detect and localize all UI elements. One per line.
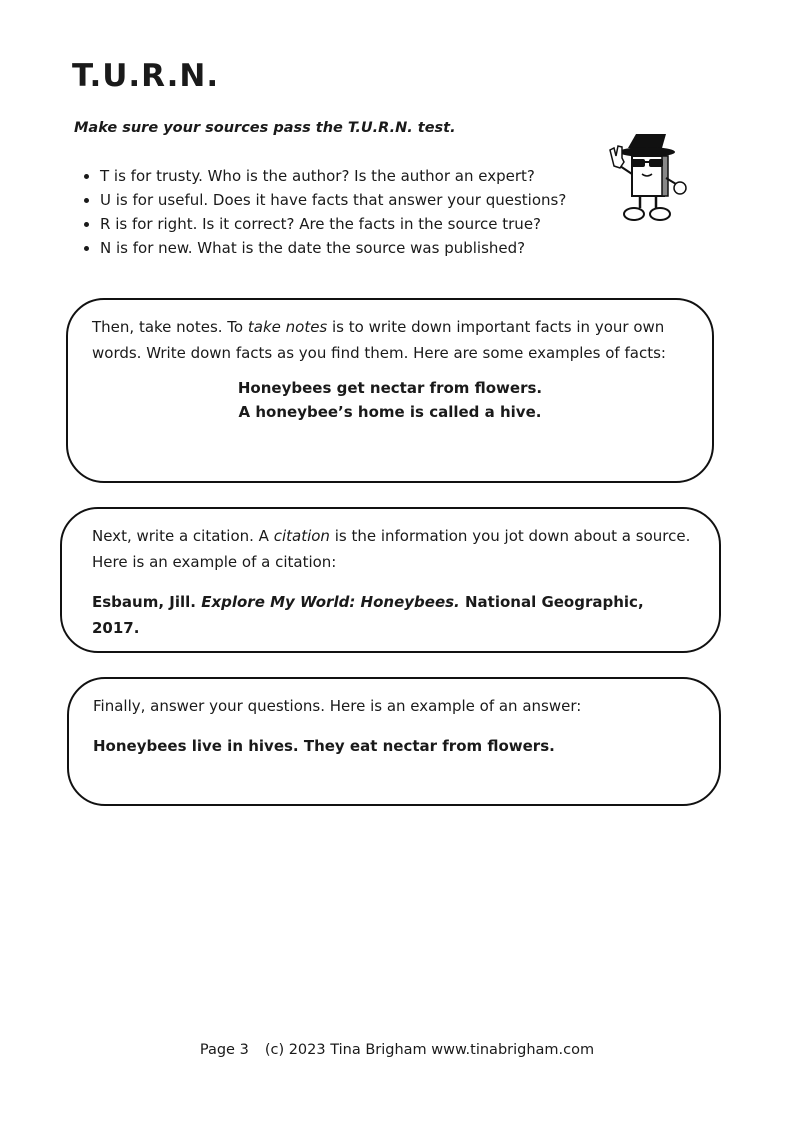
intro-text: is to write down important facts in your own words. Write down facts as you find them. Here are some examples of facts: — [92, 318, 666, 362]
subtitle: Make sure your sources pass the T.U.R.N. test. — [74, 120, 456, 136]
term-citation: citation — [273, 527, 330, 545]
list-item: • R is for right. Is it correct? Are the facts in the source true? — [100, 212, 600, 236]
list-item: • T is for trusty. Who is the author? Is the author an expert? — [100, 164, 600, 188]
citation-example — [92, 589, 695, 641]
turn-criteria-list — [80, 164, 600, 260]
citation-author: Esbaum, Jill. — [92, 593, 202, 611]
take-notes-box — [66, 298, 714, 483]
answer-example: Honeybees live in hives. They eat nectar from flowers. — [93, 737, 555, 755]
book-detective-mascot-icon — [600, 134, 700, 224]
take-notes-intro — [92, 314, 688, 366]
fact-example: Honeybees get nectar from flowers. — [237, 379, 543, 397]
intro-text: Next, write a citation. A — [92, 527, 274, 545]
citation-publisher: National Geographic, 2017. — [92, 593, 644, 637]
citation-intro — [92, 523, 695, 575]
page-footer — [0, 1042, 794, 1058]
intro-text: is the information you jot down about a source. Here is an example of a citation: — [92, 527, 691, 571]
citation-box — [60, 507, 721, 653]
answer-box — [67, 677, 721, 806]
list-item: • U is for useful. Does it have facts that answer your questions? — [100, 188, 600, 212]
copyright: (c) 2023 Tina Brigham www.tinabrigham.com — [264, 1042, 595, 1058]
fact-examples — [92, 376, 688, 424]
term-take-notes: take notes — [247, 318, 328, 336]
page-title: T.U.R.N. — [72, 58, 220, 94]
page-number: Page 3 — [199, 1042, 249, 1058]
list-item: • N is for new. What is the date the source was published? — [100, 236, 600, 260]
intro-text: Then, take notes. To — [92, 318, 248, 336]
answer-intro: Finally, answer your questions. Here is an example of an answer: — [93, 697, 582, 715]
citation-title: Explore My World: Honeybees. — [201, 593, 460, 611]
fact-example: A honeybee’s home is called a hive. — [238, 403, 542, 421]
